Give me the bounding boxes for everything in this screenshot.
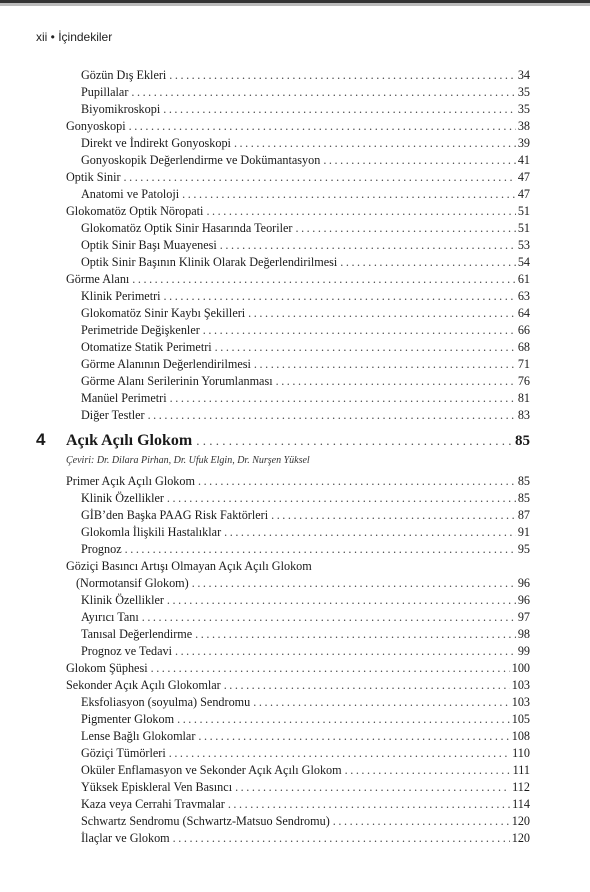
- toc-entry-title: Pigmenter Glokom: [81, 712, 175, 726]
- toc-entry-page: 112: [512, 780, 530, 794]
- toc-entry-page: 96: [517, 576, 530, 590]
- toc-entry[interactable]: [81, 237, 530, 253]
- toc-entry-page: 35: [517, 102, 530, 116]
- dot-leader: [167, 592, 516, 608]
- toc-entry-title: Pupillalar: [81, 85, 129, 99]
- toc-entry-title: Klinik Perimetri: [81, 289, 161, 303]
- dot-leader: [206, 203, 515, 219]
- toc-entry-title: Görme Alanı: [66, 272, 130, 286]
- toc-entry[interactable]: [81, 101, 530, 117]
- toc-entry-title: Göziçi Tümörleri: [81, 746, 166, 760]
- toc-entry-page: 103: [511, 678, 530, 692]
- toc-entry[interactable]: [81, 288, 530, 304]
- toc-entry-page: 91: [517, 525, 530, 539]
- dot-leader: [333, 813, 510, 829]
- toc-entry-title: Optik Sinir: [66, 170, 121, 184]
- toc-entry-title: Diğer Testler: [81, 408, 145, 422]
- dot-leader: [151, 660, 510, 676]
- toc-entry-title: Kaza veya Cerrahi Travmalar: [81, 797, 225, 811]
- dot-leader: [234, 135, 516, 151]
- toc-entry-page: 96: [517, 593, 530, 607]
- toc-entry-page: 120: [511, 814, 530, 828]
- toc-entry-page: 103: [511, 695, 530, 709]
- dot-leader: [142, 609, 516, 625]
- toc-entry[interactable]: [81, 322, 530, 338]
- toc-entry-title: Görme Alanının Değerlendirilmesi: [81, 357, 251, 371]
- toc-section[interactable]: [66, 660, 530, 676]
- dot-leader: [132, 271, 516, 287]
- toc-entry-page: 83: [517, 408, 530, 422]
- toc-entry-title: Optik Sinir Başı Muayenesi: [81, 238, 217, 252]
- dot-leader: [271, 507, 516, 523]
- toc-entry[interactable]: [81, 541, 530, 557]
- toc-entry-title: Yüksek Episkleral Ven Basıncı: [81, 780, 233, 794]
- toc-entry[interactable]: [81, 339, 530, 355]
- dot-leader: [125, 541, 516, 557]
- toc-entry-title: Lense Bağlı Glokomlar: [81, 729, 196, 743]
- toc-entry-page: 114: [512, 797, 530, 811]
- toc-section[interactable]: [66, 677, 530, 693]
- dot-leader: [198, 473, 516, 489]
- toc-entry[interactable]: [81, 745, 530, 761]
- dot-leader: [148, 407, 516, 423]
- toc-entry-page: 63: [517, 289, 530, 303]
- dot-leader: [196, 433, 513, 449]
- dot-leader: [203, 322, 516, 338]
- toc-entry-title: Glokomla İlişkili Hastalıklar: [81, 525, 222, 539]
- toc-entry[interactable]: [81, 694, 530, 710]
- dot-leader: [340, 254, 516, 270]
- toc-entry[interactable]: [81, 592, 530, 608]
- dot-leader: [129, 118, 516, 134]
- toc-entry-title: Ayırıcı Tanı: [81, 610, 139, 624]
- toc-entry-page: 110: [512, 746, 530, 760]
- dot-leader: [169, 745, 510, 761]
- toc-entry-title: Klinik Özellikler: [81, 491, 164, 505]
- toc-entry-page: 39: [517, 136, 530, 150]
- toc-entry[interactable]: [81, 779, 530, 795]
- toc-section[interactable]: [66, 203, 530, 219]
- toc-entry-page: 76: [517, 374, 530, 388]
- dot-leader: [215, 339, 516, 355]
- dot-leader: [182, 186, 516, 202]
- dot-leader: [131, 84, 515, 100]
- toc-entry-page: 66: [517, 323, 530, 337]
- toc-entry-title: Gonyoskopi: [66, 119, 126, 133]
- toc-entry-title: Manüel Perimetri: [81, 391, 167, 405]
- toc-entry-title: Sekonder Açık Açılı Glokomlar: [66, 678, 221, 692]
- chapter-page: 85: [515, 433, 530, 449]
- toc-entry-page: 97: [517, 610, 530, 624]
- toc-entry-page: 54: [517, 255, 530, 269]
- dot-leader: [253, 694, 509, 710]
- toc-entry[interactable]: [81, 711, 530, 727]
- toc-entry-page: 81: [517, 391, 530, 405]
- toc-entry[interactable]: [81, 220, 530, 236]
- dot-leader: [228, 796, 510, 812]
- toc-entry-page: 85: [517, 474, 530, 488]
- toc-entry[interactable]: [81, 626, 530, 642]
- toc-entry[interactable]: [81, 490, 530, 506]
- toc-entry[interactable]: [81, 728, 530, 744]
- toc-entry-title: Glokomatöz Optik Nöropati: [66, 204, 204, 218]
- toc-entry-title: Prognoz ve Tedavi: [81, 644, 172, 658]
- toc-entry-page: 61: [517, 272, 530, 286]
- toc-entry-title: GİB’den Başka PAAG Risk Faktörleri: [81, 508, 269, 522]
- dot-leader: [173, 830, 510, 846]
- toc-entry-title: Gonyoskopik Değerlendirme ve Dokümantasyon: [81, 153, 321, 167]
- running-header: xii • İçindekiler: [36, 30, 113, 44]
- dot-leader: [195, 626, 516, 642]
- chapter-title: Açık Açılı Glokom: [66, 432, 193, 449]
- toc-entry-page: 38: [517, 119, 530, 133]
- toc-entry[interactable]: [81, 762, 530, 778]
- dot-leader: [254, 356, 516, 372]
- toc-entry[interactable]: [81, 67, 530, 83]
- dot-leader: [220, 237, 516, 253]
- toc-entry-page: 68: [517, 340, 530, 354]
- toc-entry-title: Optik Sinir Başının Klinik Olarak Değerlendirilmesi: [81, 255, 338, 269]
- toc-entry-page: 51: [517, 221, 530, 235]
- toc-entry-title: Schwartz Sendromu (Schwartz-Matsuo Sendromu): [81, 814, 330, 828]
- toc-entry[interactable]: [81, 186, 530, 202]
- dot-leader: [170, 390, 516, 406]
- toc-entry[interactable]: [81, 305, 530, 321]
- toc-entry-title: Klinik Özellikler: [81, 593, 164, 607]
- toc-entry-title: Glokom Şüphesi: [66, 661, 148, 675]
- toc-entry-page: 108: [511, 729, 530, 743]
- toc-entry-page: 105: [511, 712, 530, 726]
- toc-entry-page: 98: [517, 627, 530, 641]
- top-rule: [0, 0, 590, 6]
- toc-entry-page: 95: [517, 542, 530, 556]
- dot-leader: [163, 101, 516, 117]
- dot-leader: [192, 575, 516, 591]
- toc-entry-title: Glokomatöz Optik Sinir Hasarında Teoriler: [81, 221, 293, 235]
- dot-leader: [345, 762, 511, 778]
- toc-entry-title: Perimetride Değişkenler: [81, 323, 200, 337]
- toc-entry-title: Görme Alanı Serilerinin Yorumlanması: [81, 374, 273, 388]
- dot-leader: [224, 524, 516, 540]
- toc-entry-title: Primer Açık Açılı Glokom: [66, 474, 195, 488]
- toc-entry-title: Prognoz: [81, 542, 122, 556]
- toc-section[interactable]: [66, 118, 530, 134]
- dot-leader: [169, 67, 516, 83]
- dot-leader: [224, 677, 510, 693]
- toc-entry-title: İlaçlar ve Glokom: [81, 831, 170, 845]
- toc-entry-page: 35: [517, 85, 530, 99]
- dot-leader: [124, 169, 516, 185]
- chapter-heading[interactable]: [36, 430, 530, 452]
- toc-section[interactable]: [66, 169, 530, 185]
- dot-leader: [164, 288, 516, 304]
- toc-entry-page: 85: [517, 491, 530, 505]
- toc-entry[interactable]: [81, 390, 530, 406]
- toc-entry[interactable]: [81, 135, 530, 151]
- toc-entry[interactable]: [81, 254, 530, 270]
- dot-leader: [323, 152, 516, 168]
- toc-entry-title: Direkt ve İndirekt Gonyoskopi: [81, 136, 231, 150]
- toc-entry-title: Tanısal Değerlendirme: [81, 627, 193, 641]
- toc-entry[interactable]: [81, 373, 530, 389]
- toc-entry-page: 64: [517, 306, 530, 320]
- toc-entry-title: Oküler Enflamasyon ve Sekonder Açık Açılı Glokom: [81, 763, 342, 777]
- toc-section[interactable]: [76, 575, 530, 591]
- toc-section-title[interactable]: Göziçi Basıncı Artışı Olmayan Açık Açılı Glokom: [66, 559, 312, 573]
- toc-entry-page: 120: [511, 831, 530, 845]
- toc-entry[interactable]: [81, 84, 530, 100]
- toc-entry-page: 41: [517, 153, 530, 167]
- toc-entry-page: 71: [517, 357, 530, 371]
- dot-leader: [198, 728, 509, 744]
- toc-entry-page: 100: [511, 661, 530, 675]
- toc-entry-page: 87: [517, 508, 530, 522]
- toc-entry-page: 47: [517, 187, 530, 201]
- toc-entry[interactable]: [81, 813, 530, 829]
- toc-entry[interactable]: [81, 796, 530, 812]
- toc-entry-title: Eksfoliasyon (soyulma) Sendromu: [81, 695, 251, 709]
- dot-leader: [248, 305, 516, 321]
- dot-leader: [276, 373, 516, 389]
- dot-leader: [177, 711, 510, 727]
- toc-section[interactable]: [66, 473, 530, 489]
- toc-entry-page: 34: [517, 68, 530, 82]
- toc-entry[interactable]: [81, 830, 530, 846]
- dot-leader: [175, 643, 516, 659]
- toc-entry-title: (Normotansif Glokom): [76, 576, 189, 590]
- toc-entry-page: 53: [517, 238, 530, 252]
- toc-entry[interactable]: [81, 643, 530, 659]
- chapter-number: 4: [36, 430, 46, 449]
- toc-entry-page: 111: [512, 763, 530, 777]
- toc-entry-title: Glokomatöz Sinir Kaybı Şekilleri: [81, 306, 246, 320]
- toc-entry[interactable]: [81, 152, 530, 168]
- toc-entry-page: 51: [517, 204, 530, 218]
- toc-entry[interactable]: [81, 524, 530, 540]
- toc-entry-page: 47: [517, 170, 530, 184]
- toc-entry-page: 99: [517, 644, 530, 658]
- chapter-translators: Çeviri: Dr. Dilara Pirhan, Dr. Ufuk Elgin, Dr. Nurşen Yüksel: [66, 455, 310, 466]
- dot-leader: [167, 490, 516, 506]
- toc-entry[interactable]: [81, 609, 530, 625]
- toc-entry[interactable]: [81, 407, 530, 423]
- dot-leader: [235, 779, 510, 795]
- toc-entry-title: Gözün Dış Ekleri: [81, 68, 167, 82]
- toc-entry-title: Biyomikroskopi: [81, 102, 161, 116]
- toc-entry-title: Anatomi ve Patoloji: [81, 187, 180, 201]
- toc-entry[interactable]: [81, 507, 530, 523]
- toc-entry-title: Otomatize Statik Perimetri: [81, 340, 212, 354]
- toc-section[interactable]: [66, 271, 530, 287]
- toc-entry[interactable]: [81, 356, 530, 372]
- dot-leader: [295, 220, 515, 236]
